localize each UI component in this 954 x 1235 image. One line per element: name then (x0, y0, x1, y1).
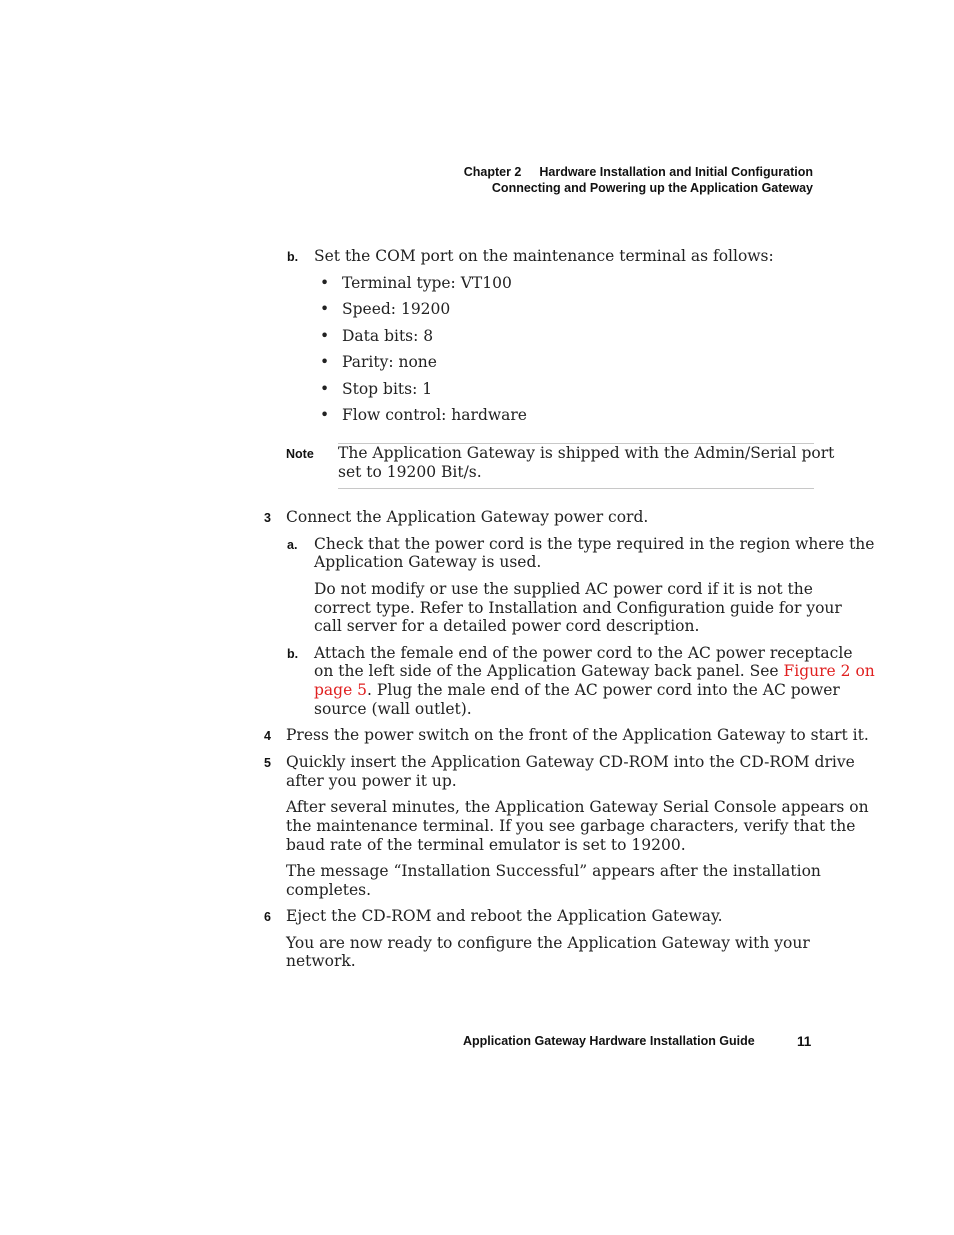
running-header-section: Connecting and Powering up the Application Gateway (491, 181, 813, 195)
bullet-glyph: • (320, 406, 330, 424)
bullet-glyph: • (320, 327, 330, 345)
footer-guide-title: Application Gateway Hardware Installation Guide (463, 1034, 755, 1048)
step-5-para1-line-2: the maintenance terminal. If you see garbage characters, verify that the (286, 817, 856, 835)
step-4-number: 4 (264, 729, 271, 743)
step-3b-line-3-text: . Plug the male end of the AC power cord into the AC power (367, 681, 840, 699)
step-3b-line-2-text: on the left side of the Application Gateway back panel. See (314, 662, 784, 680)
step-3a-line-1: Check that the power cord is the type required in the region where the (314, 535, 875, 553)
figure-2-link[interactable]: Figure 2 on (783, 662, 875, 680)
step-4-text: Press the power switch on the front of the Application Gateway to start it. (286, 726, 869, 744)
note-line-2: set to 19200 Bit/s. (338, 463, 482, 481)
bullet-speed: Speed: 19200 (342, 300, 451, 318)
bullet-terminal-type: Terminal type: VT100 (342, 274, 512, 292)
step-3-text: Connect the Application Gateway power cord. (286, 508, 649, 526)
bullet-parity: Parity: none (342, 353, 437, 371)
step-5-para2-line-1: The message “Installation Successful” appears after the installation (286, 862, 821, 880)
step-5-para1-line-3: baud rate of the terminal emulator is set to 19200. (286, 836, 686, 854)
running-header-chapter (464, 165, 813, 179)
step-3b-label: b. (287, 647, 299, 661)
bullet-data-bits: Data bits: 8 (342, 327, 434, 345)
footer-page-number: 11 (797, 1034, 812, 1049)
step-3b-line-2 (314, 662, 875, 681)
note-line-1: The Application Gateway is shipped with the Admin/Serial port (338, 444, 835, 462)
step-3a-para-line-3: call server for a detailed power cord description. (314, 617, 700, 635)
step-3a-para-line-1: Do not modify or use the supplied AC power cord if it is not the (314, 580, 813, 598)
step-6-text: Eject the CD-ROM and reboot the Application Gateway. (286, 907, 723, 925)
step-3a-label: a. (287, 538, 298, 552)
step-b-label: b. (287, 250, 299, 264)
bullet-flow-control: Flow control: hardware (342, 406, 527, 424)
step-3b-line-1: Attach the female end of the power cord to the AC power receptacle (314, 644, 853, 662)
step-6-para-line-1: You are now ready to configure the Application Gateway with your (286, 934, 810, 952)
step-6-number: 6 (264, 910, 271, 924)
step-3b-line-3 (314, 681, 840, 700)
step-3a-line-2: Application Gateway is used. (314, 553, 542, 571)
step-5-line-2: after you power it up. (286, 772, 457, 790)
step-5-number: 5 (264, 756, 271, 770)
note-label: Note (286, 447, 314, 461)
step-5-para2-line-2: completes. (286, 881, 372, 899)
bullet-glyph: • (320, 380, 330, 398)
chapter-number: Chapter 2 (463, 165, 522, 179)
step-3-number: 3 (264, 511, 271, 525)
step-3a-para-line-2: correct type. Refer to Installation and Configuration guide for your (314, 599, 842, 617)
bullet-glyph: • (320, 274, 330, 292)
step-6-para-line-2: network. (286, 952, 356, 970)
step-3b-line-4: source (wall outlet). (314, 700, 472, 718)
bullet-stop-bits: Stop bits: 1 (342, 380, 433, 398)
bullet-glyph: • (320, 300, 330, 318)
note-bottom-rule (338, 488, 814, 489)
page-5-link[interactable]: page 5 (314, 681, 368, 699)
step-5-para1-line-1: After several minutes, the Application Gateway Serial Console appears on (286, 798, 869, 816)
chapter-title: Hardware Installation and Initial Configuration (539, 165, 813, 179)
step-5-line-1: Quickly insert the Application Gateway CD-ROM into the CD-ROM drive (286, 753, 855, 771)
bullet-glyph: • (320, 353, 330, 371)
step-b-text: Set the COM port on the maintenance terminal as follows: (314, 247, 774, 265)
